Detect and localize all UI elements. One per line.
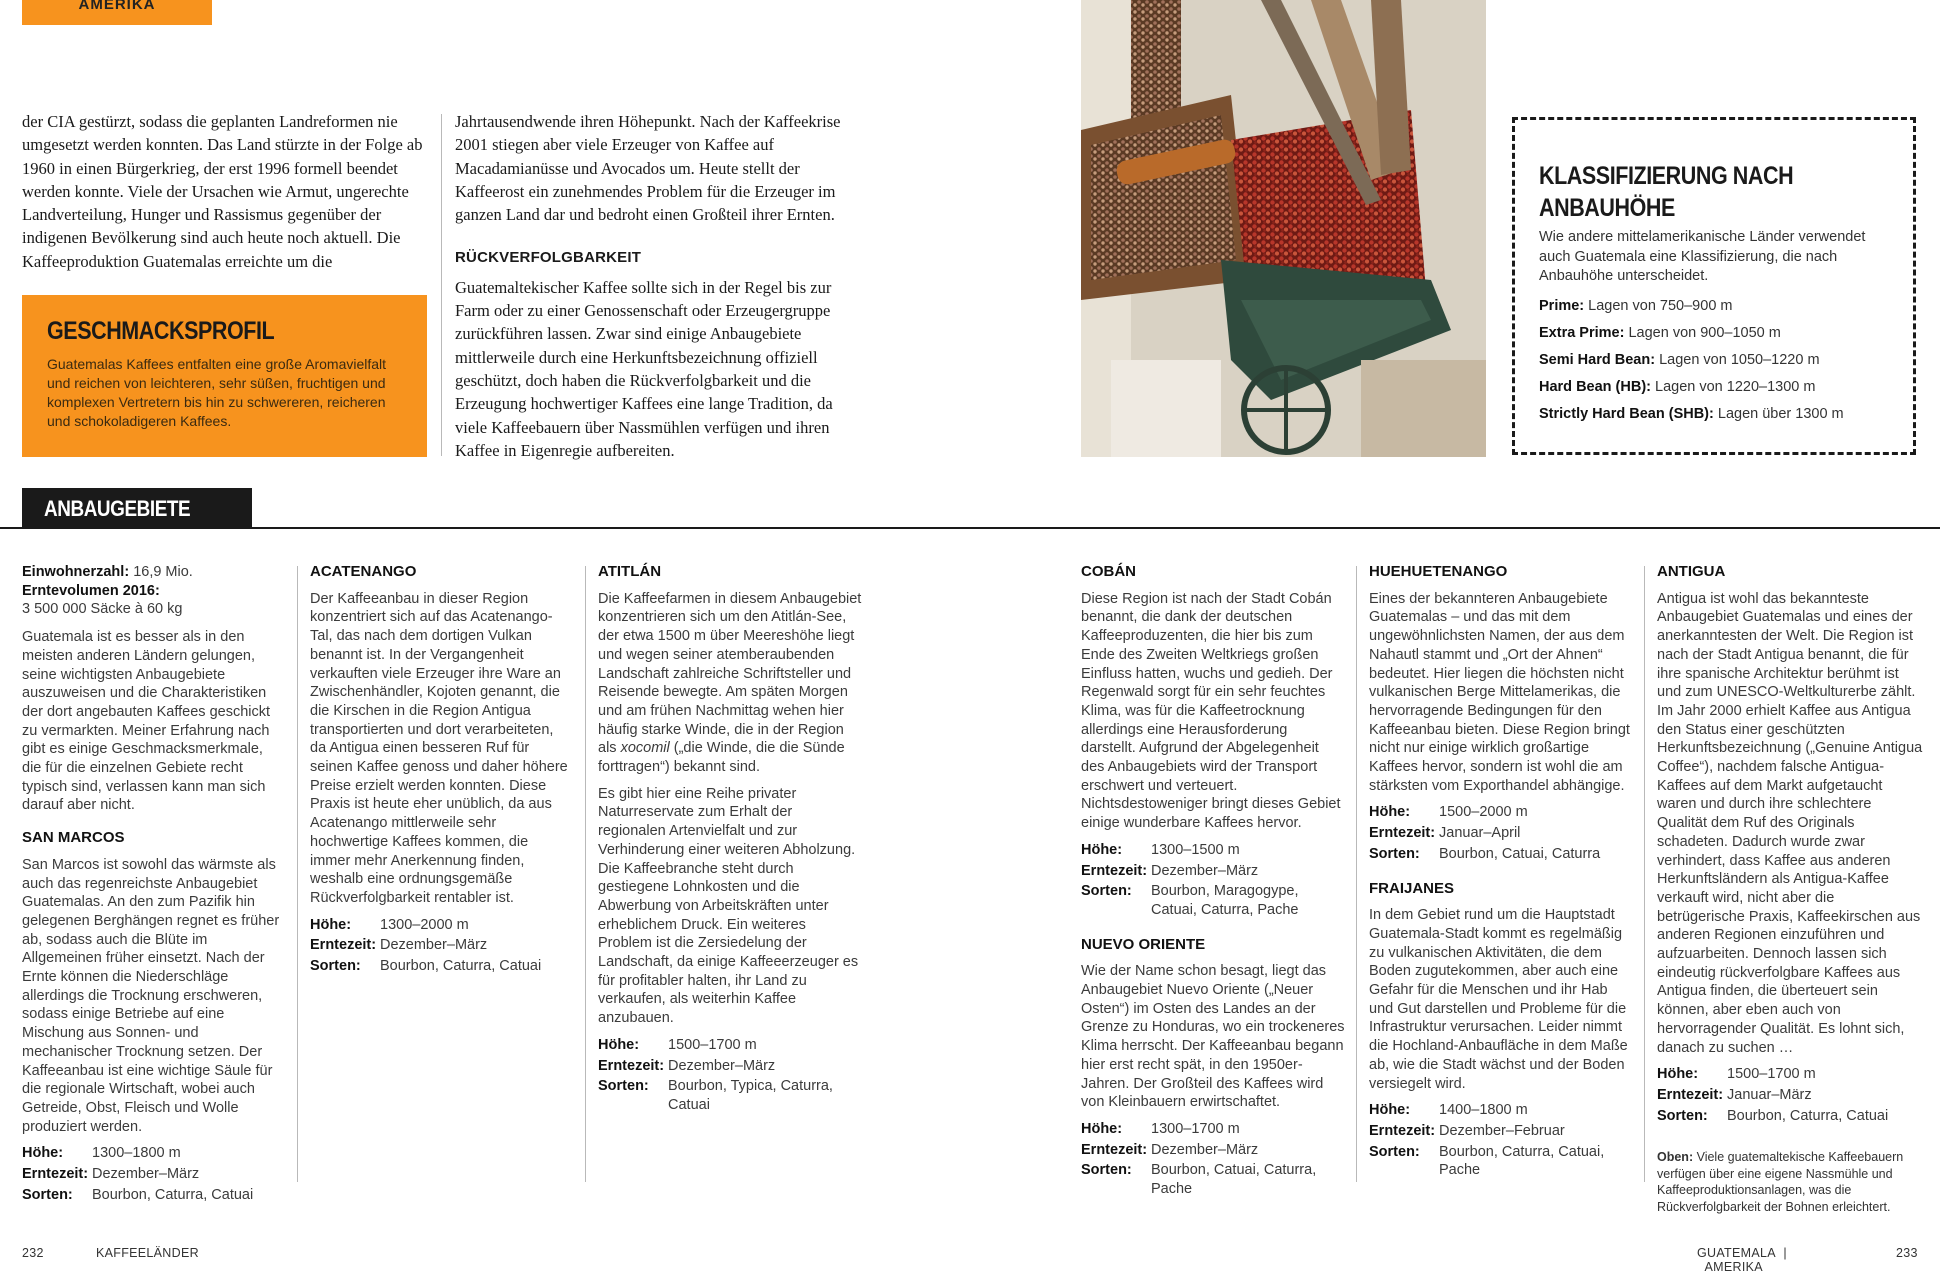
list-item: Extra Prime: Lagen von 900–1050 m [1539,325,1781,341]
intro-text-2: Jahrtausendwende ihren Höhepunkt. Nach der Kaffeekrise 2001 stiegen aber viele Erzeuger von Kaffee auf Macadamianüsse und Avocados um. Heute stellt der Kaffeerost ein zunehmendes Problem für die Erzeuger im ganzen Land dar und bedroht einen Großteil ihrer Ernten. [455,112,841,225]
region-text: Es gibt hier eine Reihe privater Naturreservate zum Erhalt der regionalen Artenvielfalt und zur Verhinderung einer weiteren Abholzung. Die Kaffeebranche steht durch gestiegene Lohnkosten und die Abwerbung von Arbeitskräften unter erheblichem Druck. Ein weiteres Problem ist die Zersiedelung der Landschaft, da einige Kaffeeerzeuger es für profitabler halten, ihr Land zu verkaufen, als weiterhin Kaffee anzubauen. [598,785,859,1027]
region-text: San Marcos ist sowohl das wärmste als auch das regenreichste Anbaugebiet Guatemalas. An den zum Pazifik hin gelegenen Berghängen regnet es früher ab, sodass auch die Blüte im Allgemeinen früher einsetzt. Nach der Ernte können die Niederschläge allerdings die Trocknung erschweren, sodass einige Betriebe auf eine Mischung aus Sonnen- und mechanischer Trocknung setzen. Der Kaffeeanbau ist eine wichtige Säule für die regionale Wirtschaft, wobei auch Getreide, Obst, Fleisch und Wolle produziert werden. [22,856,280,1135]
geschmacksprofil-box [22,295,427,457]
photo-caption: Oben: Viele guatemaltekische Kaffeebauern verfügen über eine eigene Nassmühle und Kaffeeproduktionsanlagen, was die Rückverfolgbarkeit der Bohnen erleichtert. [1657,1150,1904,1214]
huehuetenango-column [1369,563,1633,1180]
region-facts: Höhe: 1300–1700 m Erntezeit: Dezember–März Sorten: Bourbon, Catuai, Caturra, Pache [1081,1120,1317,1198]
stats-text: Guatemala ist es besser als in den meisten anderen Ländern gelungen, seine wichtigsten Anbaugebiete auszuweisen und die Charakteristiken der dort angebauten Kaffees geschickt zu vermarkten. Meiner Erfahrung nach gibt es einige Geschmacksmerkmale, die für die einzelnen Gebiete recht typisch sind, verlassen kann man sich darauf aber nicht. [22,629,271,814]
section-tab: AMERIKA [22,0,212,25]
stats-column: Einwohnerzahl: 16,9 Mio. Erntevolumen 2016: 3 500 000 Säcke à 60 kg Guatemala ist es besser als in den meisten anderen Ländern gelungen, seine wichtigsten Anbaugebiete auszuweisen und die Charakteristiken der dort angebauten Kaffees geschickt zu vermarkten. Meiner Erfahrung nach gibt es einige Geschmacksmerkmale, die für die einzelnen Gebiete recht typisch sind, verlassen kann man sich darauf aber nicht. SAN MARCOS San Marcos ist sowohl das wärmste als auch das regenreichste Anbaugebiet Guatemalas. An den zum Pazifik hin gelegenen Berghängen regnet es früher ab, sodass auch die Blüte im Allgemeinen früher einsetzt. Nach der Ernte können die Niederschläge allerdings die Trocknung erschweren, sodass einige Betriebe auf eine Mischung aus Sonnen- und mechanischer Trocknung setzen. Der Kaffeeanbau ist eine wichtige Säule für die regionale Wirtschaft, wobei auch Getreide, Obst, Fleisch und Wolle produziert werden. Höhe: 1300–1800 m Erntezeit: Dezember–März Sorten: Bourbon, Caturra, Catuai [22,563,284,1205]
region-facts: Höhe: 1500–2000 m Erntezeit: Januar–April Sorten: Bourbon, Catuai, Caturra [1369,804,1601,862]
rueckverfolgbarkeit-text: Guatemaltekischer Kaffee sollte sich in der Regel bis zur Farm oder zu einer Genossenschaft oder Erzeugergruppe zurückführen lassen. Zwar sind einige Anbaugebiete mittlerweile durch eine Herkunftsbezeichnung offiziell geschützt, doch haben die Rückverfolgbarkeit und die Erzeugung hochwertiger Kaffees eine lange Tradition, da viele Kaffeebauern über Nassmühlen verfügen und ihren Kaffee in Eigenregie aufbereiten. [455,277,833,460]
geschmacksprofil-text: Guatemalas Kaffees entfalten eine große Aromavielfalt und reichen von leichteren, sehr süßen, fruchtigen und komplexen Vertretern bis hin zu schwereren, reicheren und schokoladigeren Kaffees. [47,356,387,429]
coffee-mill-photo [1081,0,1486,457]
footer-section-right: GUATEMALA | AMERIKA [1697,1246,1787,1274]
region-heading-antigua: ANTIGUA [1657,563,1726,580]
list-item: Strictly Hard Bean (SHB): Lagen über 1300 m [1539,406,1844,422]
region-heading-huehuetenango: HUEHUETENANGO [1369,563,1508,580]
column-divider [441,114,442,456]
region-text: In dem Gebiet rund um die Hauptstadt Guatemala-Stadt kommt es regelmäßig zu vulkanischen Aktivitäten, die dem Boden zugutekommen, aber auch eine Gefahr für die Menschen und ihr Hab und Gut darstellen und Probleme für die Infrastruktur verursachen. Leider nimmt die Hochland-Anbaufläche in dem Maße ab, wie die Stadt wächst und der Boden versiegelt wird. [1369,907,1628,1092]
section-rule [0,527,1940,529]
region-facts: Höhe: 1300–1800 m Erntezeit: Dezember–März Sorten: Bourbon, Caturra, Catuai [22,1145,254,1203]
region-heading-nuevo-oriente: NUEVO ORIENTE [1081,935,1206,953]
page-number-right: 233 [1896,1246,1918,1260]
klassifizierung-box [1512,117,1916,455]
region-facts: Höhe: 1300–1500 m Erntezeit: Dezember–März Sorten: Bourbon, Maragogype, Catuai, Caturra, Pache [1081,841,1299,918]
column-divider [585,566,586,1182]
region-facts: Höhe: 1500–1700 m Erntezeit: Januar–März Sorten: Bourbon, Caturra, Catuai [1657,1066,1889,1124]
region-text: Die Kaffeefarmen in diesem Anbaugebiet konzentrieren sich um den Atitlán-See, der etwa 1500 m über Meereshöhe liegt und wegen seiner atemberaubenden Landschaft zahlreiche Schriftsteller und Reisende bewegte. Am späten Morgen und am frühen Nachmittag wehen hier häufig starke Winde, die in der Region als xocomil („die Winde, die die Sünde forttragen“) bekannt sind. [598,590,862,776]
region-heading-fraijanes: FRAIJANES [1369,879,1455,897]
column-divider [1644,566,1645,1182]
klassifizierung-intro: Wie andere mittelamerikanische Länder verwendet auch Guatemala eine Klassifizierung, die nach Anbauhöhe unterscheidet. [1539,229,1866,284]
region-facts: Höhe: 1500–1700 m Erntezeit: Dezember–März Sorten: Bourbon, Typica, Caturra, Catuai [598,1036,833,1113]
intro-column-1 [22,110,430,273]
region-text: Der Kaffeeanbau in dieser Region konzentriert sich auf das Acatenango-Tal, das nach dem dortigen Vulkan benannt ist. In der Vergangenheit verkauften viele Erzeuger ihre Ware an Zwischenhändler, Kojoten genannt, die die Kirschen in die Region Antigua transportierten und dort verarbeiteten, da Antigua einen besseren Ruf für seinen Kaffee genoss und daher höhere Preise erzielt werden konnten. Diese Praxis ist heute eher unüblich, da aus Acatenango mittlerweile sehr hochwertige Kaffees kommen, die immer mehr Anerkennung finden, weshalb eine ordnungsgemäße Rückverfolgbarkeit rentabler ist. [310,590,568,906]
region-heading-san-marcos: SAN MARCOS [22,829,125,847]
list-item: Semi Hard Bean: Lagen von 1050–1220 m [1539,352,1820,368]
region-text: Eines der bekannteren Anbaugebiete Guatemalas – und das mit dem ungewöhnlichsten Namen, der aus dem Nahautl stammt und „Ort der Ahnen“ bedeutet. Hier liegen die höchsten nicht vulkanischen Berge Mittelamerikas, die hervorragende Bedingungen für den Kaffeeanbau bieten. Diese Region bringt nicht nur einige wirklich großartige Kaffees hervor, sondern ist wohl die am stärksten vom Exporthandel abhängige. [1369,590,1630,794]
intro-column-2 [455,110,865,462]
acatenango-column [310,563,572,976]
region-text: Wie der Name schon besagt, liegt das Anbaugebiet Nuevo Oriente („Neuer Osten“) im Osten des Landes an der Grenze zu Honduras, wo ein trockeneres Klima herrscht. Der Kaffeeanbau begann hier erst recht spät, in den 1950er-Jahren. Der Großteil des Kaffees wird von Kleinbauern erwirtschaftet. [1081,963,1345,1111]
page-number-left: 232 [22,1246,44,1260]
geschmacksprofil-heading: GESCHMACKSPROFIL [47,317,275,345]
region-heading-acatenango: ACATENANGO [310,563,417,580]
region-heading-atitlan: ATITLÁN [598,563,662,580]
anbaugebiete-tab [22,488,252,528]
coban-column [1081,563,1345,1199]
region-facts: Höhe: 1400–1800 m Erntezeit: Dezember–Februar Sorten: Bourbon, Caturra, Catuai, Pache [1369,1102,1605,1179]
column-divider [1356,566,1357,1182]
region-heading-coban: COBÁN [1081,563,1136,580]
klassifizierung-list [1539,293,1899,428]
anbaugebiete-heading: ANBAUGEBIETE [44,496,191,521]
list-item: Prime: Lagen von 750–900 m [1539,298,1733,314]
rueckverfolgbarkeit-heading: RÜCKVERFOLGBARKEIT [455,249,642,267]
list-item: Hard Bean (HB): Lagen von 1220–1300 m [1539,379,1816,395]
klassifizierung-heading: KLASSIFIZIERUNG NACH ANBAUHÖHE [1539,162,1794,222]
antigua-column [1657,563,1923,1215]
atitlan-column [598,563,863,1115]
region-text: Antigua ist wohl das bekannteste Anbaugebiet Guatemalas und eines der anerkanntesten der Welt. Die Region ist nach der Stadt Antigua benannt, die für ihre spanische Architektur berühmt ist und zum UNESCO-Weltkulturerbe zählt. Im Jahr 2000 erhielt Kaffee aus Antigua den Status einer geschützten Herkunftsbezeichnung („Genuine Antigua Coffee“), nachdem falsche Antigua-Kaffees auf dem Markt aufgetaucht waren und durch ihre schlechtere Qualität dem Ruf des Originals schadeten. Dadurch wurde zwar verhindert, dass Kaffee aus anderen Herkunftsländern als Antigua-Kaffee verkauft wird, nicht aber die betrügerische Praxis, Kaffeekirschen aus anderen Regionen einzuführen und aufzuarbeiten. Dennoch lassen sich eindeutig rückverfolgbare Kaffees aus Antigua finden, die überteuert sein können, aber eben auch von hervorragender Qualität. Es lohnt sich, danach zu suchen … [1657,590,1923,1056]
region-text: Diese Region ist nach der Stadt Cobán benannt, die dank der deutschen Kaffeeproduzenten, die hier bis zum Ende des Zweiten Weltkriegs großen Einfluss hatten, wuchs und gedieh. Der Regenwald sorgt für ein sehr feuchtes Klima, was für die Kaffeetrocknung allerdings eine Herausforderung darstellt. Aufgrund der Abgelegenheit des Anbaugebiets wird der Transport erschwert und verteuert. Nichtsdestoweniger bringt dieses Gebiet einige wunderbare Kaffees hervor. [1081,590,1341,832]
footer-section-left: KAFFEELÄNDER [96,1246,199,1260]
region-facts: Höhe: 1300–2000 m Erntezeit: Dezember–März Sorten: Bourbon, Caturra, Catuai [310,916,542,975]
intro-text-1: der CIA gestürzt, sodass die geplanten Landreformen nie umgesetzt werden konnten. Das Land stürzte in der Folge ab 1960 in einen Bürgerkrieg, der erst 1996 formell beendet werden konnte. Viele der Ursachen wie Armut, ungerechte Landverteilung, Hunger und Rassismus gegenüber der indigenen Bevölkerung sind auch heute noch aktuell. Die Kaffeeproduktion Guatemalas erreichte um die [22,112,423,271]
column-divider [297,566,298,1182]
